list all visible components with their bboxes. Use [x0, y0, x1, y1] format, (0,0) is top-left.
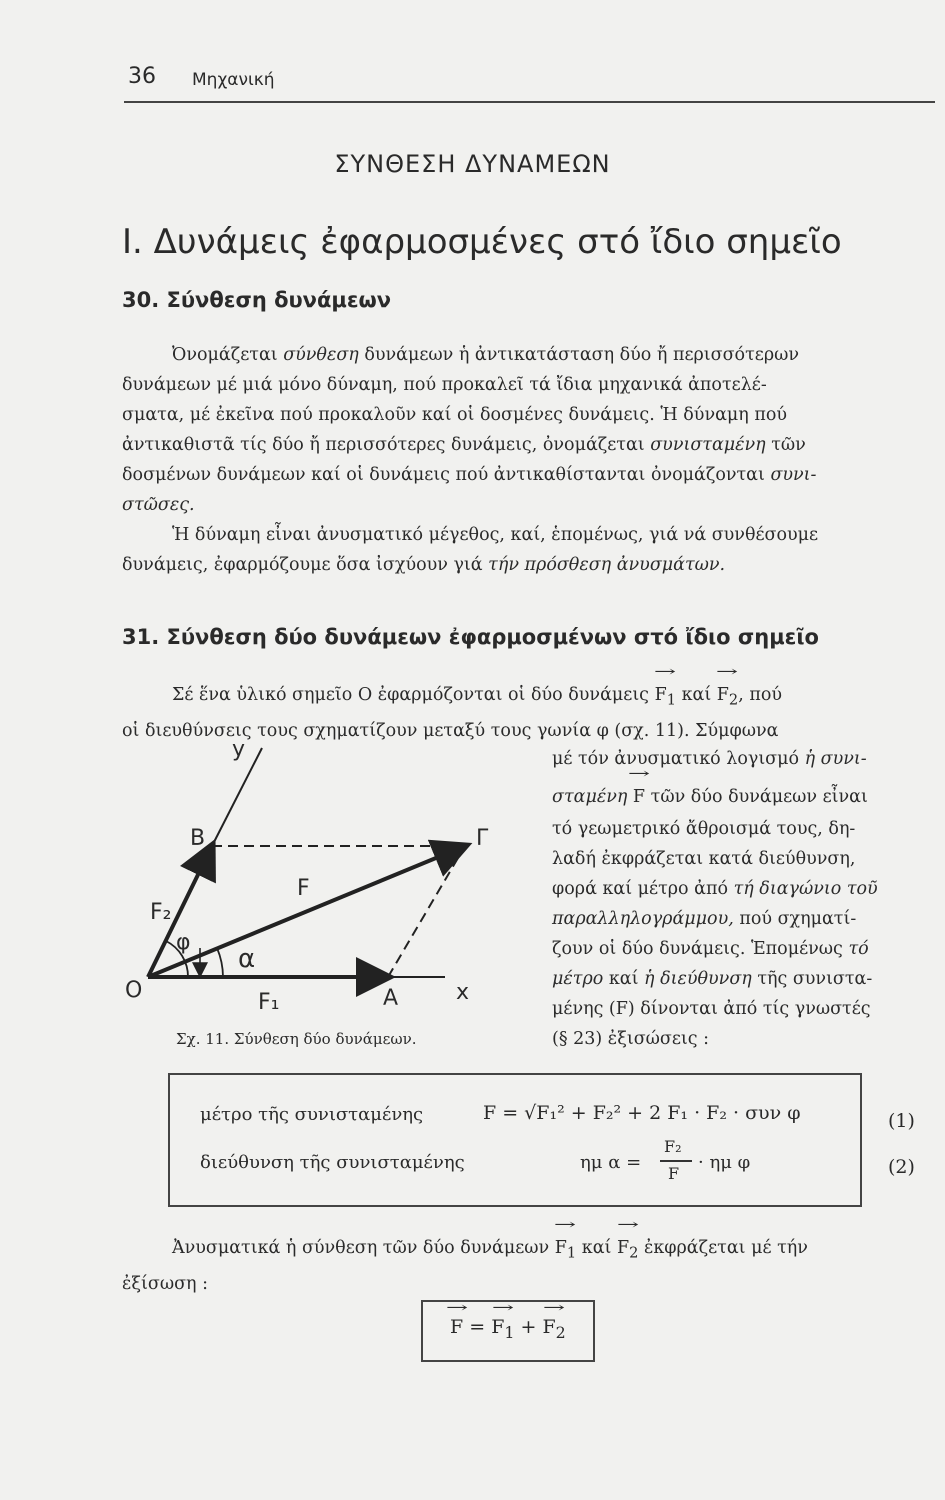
- label-a: Α: [383, 986, 399, 1011]
- running-title: Μηχανική: [192, 70, 275, 90]
- label-alpha: α: [238, 944, 256, 974]
- eq2-lhs: ημ α =: [580, 1152, 642, 1173]
- vector-equation: → F = → $F_1$ + → $F_2$: [450, 1316, 566, 1342]
- label-x: x: [456, 980, 470, 1005]
- eq2-label: διεύθυνση τῆς συνισταμένης: [200, 1152, 465, 1173]
- section-31-body: μέ τόν ἀνυσματικό λογισμό ἡ συνι- σταμένη → F τῶν δύο δυνάμεων εἶναι τό γεωμετρικό ἄθροισμά τους, δη- λαδή ἐκφράζεται κατά διεύθυνση, φορά καί μέτρο ἀπό τή διαγώνιο τοῦ παραλληλογράμμου, πού σχηματί- ζουν οἱ δύο δυνάμεις. Ἑπομένως τό μέτρο καί ἡ διεύθυνση τῆς συνιστα- μένης (F) δίνονται ἀπό τίς γνωστές (§ 23) ἐξισώσεις :: [552, 744, 922, 1054]
- section-30-heading: 30. Σύνθεση δυνάμεων: [122, 288, 392, 312]
- eq1-formula: F = √F₁² + F₂² + 2 F₁ · F₂ · συν φ: [483, 1102, 801, 1124]
- label-f: F: [297, 876, 310, 901]
- eq1-number: (1): [888, 1110, 915, 1132]
- dashed-a-gamma: [388, 846, 465, 977]
- label-y: y: [232, 737, 246, 762]
- figure-caption: Σχ. 11. Σύνθεση δύο δυνάμεων.: [176, 1030, 417, 1048]
- header-rule: [124, 101, 935, 103]
- resultant-f: [148, 846, 465, 977]
- page-title: ΣΥΝΘΕΣΗ ΔΥΝΑΜΕΩΝ: [334, 150, 611, 178]
- section-30-paragraph-1: Ὀνομάζεται σύνθεση δυνάμεων ἡ ἀντικατάσταση δύο ἤ περισσότερων δυνάμεων μέ μιά μόνο δύναμη, πού προκαλεῖ τά ἴδια μηχανικά ἀποτελέ- σματα, μέ ἐκεῖνα πού προκαλοῦν καί οἱ δοσμένες δυνάμεις. Ἡ δύναμη πού ἀντικαθιστᾶ τίς δύο ἤ περισσότερες δυνάμεις, ὀνομάζεται συνισταμένη τῶν δοσμένων δυνάμεων καί οἱ δυνάμεις πού ἀντικαθίστανται ὀνομάζονται συνι- στῶσες.: [122, 345, 817, 515]
- eq2-numerator: F₂: [664, 1137, 682, 1156]
- page-number: 36: [128, 64, 156, 89]
- vector-f: → F: [633, 782, 645, 812]
- equations-box: [168, 1073, 862, 1207]
- section-31-intro: Σέ ἕνα ὑλικό σημεῖο Ο ἐφαρμόζονται οἱ δύο $\delta\upsilon\nu ά\mu\varepsilon\iota\varsigma \to F_1$ $\kappa\alpha ί \to F_2$, πού οἱ διευθύνσεις τους σχηματίζουν μεταξύ τους γωνία φ (σχ. 11). Σύμφωνα: [122, 680, 922, 746]
- label-f1: F₁: [258, 990, 280, 1015]
- chapter-heading: I. Δυνάμεις ἐφαρμοσμένες στό ἴδιο σημεῖο: [122, 222, 842, 262]
- label-b: Β: [190, 826, 206, 851]
- eq2-fraction-bar: [660, 1160, 692, 1162]
- angle-alpha-arc: [217, 948, 223, 977]
- eq2-denominator: F: [668, 1164, 680, 1183]
- force-parallelogram-diagram: [120, 745, 540, 1025]
- eq2-number: (2): [888, 1156, 915, 1178]
- section-31-heading: 31. Σύνθεση δύο δυνάμεων ἐφαρμοσμένων στό ἴδιο σημεῖο: [122, 625, 819, 649]
- label-gamma: Γ: [476, 826, 489, 851]
- label-o: Ο: [125, 978, 143, 1003]
- vector-f1: → $F_1$: [655, 680, 676, 716]
- eq2-rhs: · ημ φ: [698, 1152, 751, 1173]
- y-axis-extension: [212, 748, 262, 846]
- vector-f1: → $F_1$: [555, 1233, 576, 1269]
- vector-f2: → $F_2$: [617, 1233, 638, 1269]
- eq1-label: μέτρο τῆς συνισταμένης: [200, 1104, 424, 1125]
- label-f2: F₂: [150, 900, 172, 925]
- label-phi: φ: [176, 930, 191, 955]
- vector-f2: → $F_2$: [717, 680, 738, 716]
- closing-paragraph: Ἀνυσματικά ἡ σύνθεση τῶν δύο $\delta\upsilon\nu ά\mu\varepsilon\omega\nu \to F_1$ $\kappa\alpha ί \to F_2$ ἐκφράζεται μέ τήν ἐξίσωση :: [122, 1233, 922, 1299]
- section-30-paragraph-2: Ἡ δύναμη εἶναι ἀνυσματικό μέγεθος, καί, ἑπομένως, γιά νά συνθέσουμε δυνάμεις, ἐφαρμόζουμε ὅσα ἰσχύουν γιά τήν πρόσθεση ἀνυσμάτων.: [122, 525, 819, 575]
